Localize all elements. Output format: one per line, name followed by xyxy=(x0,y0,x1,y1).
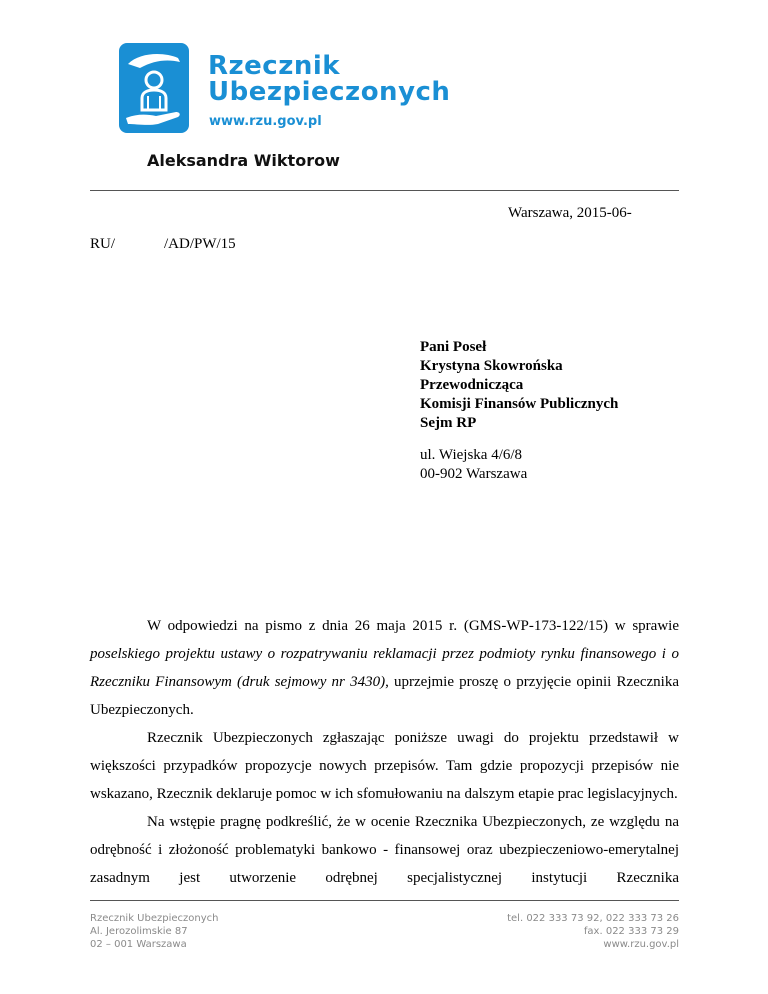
paragraph-2: Rzecznik Ubezpieczonych zgłaszając poniższe uwagi do projektu przedstawił w większości przypadków propozycje nowych przepisów. Tam gdzie propozycji przepisów nie wskazano, Rzecznik deklaruje pomoc w ich sfomułowaniu na dalszym etapie prac legislacyjnych. xyxy=(90,730,679,802)
reference-suffix: /AD/PW/15 xyxy=(164,236,236,252)
rzu-logo-icon xyxy=(118,42,190,134)
recipient-role: Przewodnicząca xyxy=(420,377,524,393)
signatory-name: Aleksandra Wiktorow xyxy=(147,151,340,170)
reference-prefix: RU/ xyxy=(90,236,116,252)
footer-contact xyxy=(440,912,679,951)
footer-phone: tel. 022 333 73 92, 022 333 73 26 xyxy=(507,913,679,924)
recipient-name: Krystyna Skowrońska xyxy=(420,358,563,374)
paragraph-3: Na wstępie pragnę podkreślić, że w ocenie Rzecznika Ubezpieczonych, ze względu na odrębność i złożoność problematyki bankowo - finansowej oraz ubezpieczeniowo-emerytalnej zasadnym jest utworzenie odrębnej specjalistycznej instytucji Rzecznika xyxy=(90,814,679,886)
paragraph-1 xyxy=(90,612,679,724)
letter-body xyxy=(90,612,679,892)
brand-name-line2: Ubezpieczonych xyxy=(208,77,451,107)
recipient-address xyxy=(420,446,527,484)
recipient-title: Pani Poseł xyxy=(420,339,487,355)
footer-divider xyxy=(90,900,679,901)
footer-url[interactable]: www.rzu.gov.pl xyxy=(603,939,679,950)
footer-address xyxy=(90,912,219,951)
footer-street: Al. Jerozolimskie 87 xyxy=(90,926,188,937)
footer-org: Rzecznik Ubezpieczonych xyxy=(90,913,219,924)
address-city: 00-902 Warszawa xyxy=(420,466,528,482)
date-line: Warszawa, 2015-06- xyxy=(508,205,632,221)
brand-url[interactable]: www.rzu.gov.pl xyxy=(209,114,322,129)
paragraph-1-bill-title: poselskiego projektu ustawy o rozpatrywaniu reklamacji przez podmioty rynku finansowego i o Rzeczniku Finansowym (druk sejmowy nr 3430) xyxy=(90,646,679,690)
recipient-institution: Sejm RP xyxy=(420,415,477,431)
footer-fax: fax. 022 333 73 29 xyxy=(583,926,679,937)
brand-name-line1: Rzecznik xyxy=(208,51,341,81)
header-divider xyxy=(90,190,679,191)
footer-city: 02 – 001 Warszawa xyxy=(90,939,187,950)
paragraph-1-start: W odpowiedzi na pismo z dnia 26 maja 2015 r. (GMS-WP-173-122/15) w sprawie xyxy=(147,618,679,634)
recipient-committee: Komisji Finansów Publicznych xyxy=(420,396,619,412)
recipient-block xyxy=(420,338,618,433)
paragraph-1-end: , uprzejmie proszę o przyjęcie opinii Rzecznika Ubezpieczonych. xyxy=(90,674,680,718)
address-street: ul. Wiejska 4/6/8 xyxy=(420,447,523,463)
